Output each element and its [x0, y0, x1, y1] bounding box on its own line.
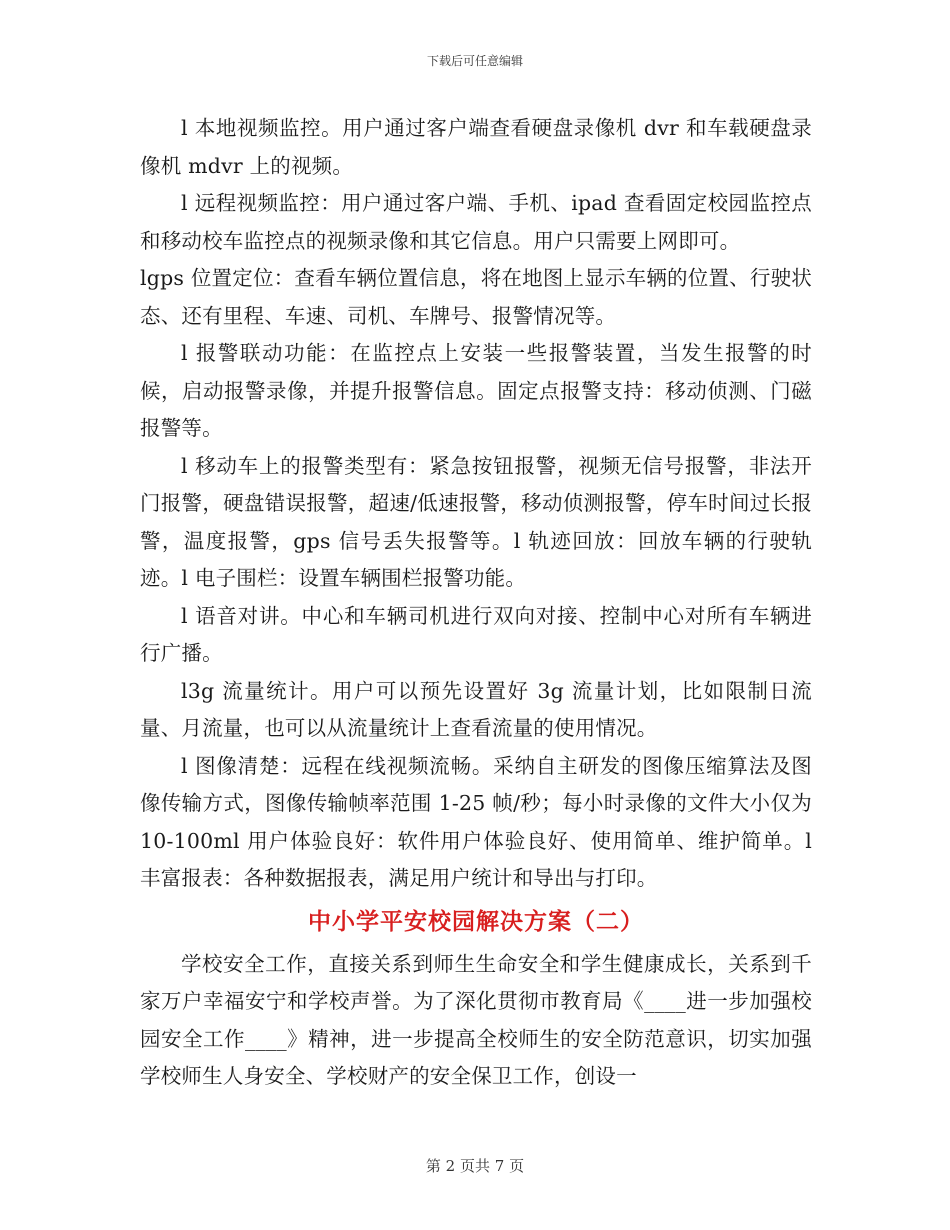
paragraph-remote-video: l 远程视频监控：用户通过客户端、手机、ipad 查看固定校园监控点和移动校车监控点的视频录像和其它信息。用户只需要上网即可。 [140, 191, 812, 253]
paragraph-local-video: l 本地视频监控。用户通过客户端查看硬盘录像机 dvr 和车载硬盘录像机 mdvr 上的视频。 [140, 116, 812, 178]
page-number: 第 2 页共 7 页 [425, 1157, 525, 1175]
paragraph-voice-intercom: l 语音对讲。中心和车辆司机进行双向对接、控制中心对所有车辆进行广播。 [140, 603, 812, 665]
paragraph-3g-traffic: l3g 流量统计。用户可以预先设置好 3g 流量计划，比如限制日流量、月流量，也可以从流量统计上查看流量的使用情况。 [140, 678, 812, 740]
paragraph-gps: lgps 位置定位：查看车辆位置信息，将在地图上显示车辆的位置、行驶状态、还有里程、车速、司机、车牌号、报警情况等。 [140, 266, 812, 328]
section-title: 中小学平安校园解决方案（二） [308, 907, 644, 935]
paragraph-image-clarity: l 图像清楚：远程在线视频流畅。采纳自主研发的图像压缩算法及图像传输方式，图像传输帧率范围 1-25 帧/秒；每小时录像的文件大小仅为 10-100ml 用户体验良好：软件用户体验良好、使用简单、维护简单。l 丰富报表：各种数据报表，满足用户统计和导出与打印。 [140, 753, 812, 890]
paragraph-alarm-linkage: l 报警联动功能：在监控点上安装一些报警装置，当发生报警的时候，启动报警录像，并提升报警信息。固定点报警支持：移动侦测、门磁报警等。 [140, 341, 812, 440]
page-header-note: 下载后可任意编辑 [426, 54, 523, 68]
paragraph-vehicle-alarm: l 移动车上的报警类型有：紧急按钮报警，视频无信号报警，非法开门报警，硬盘错误报警，超速/低速报警，移动侦测报警，停车时间过长报警，温度报警，gps 信号丢失报警等。l 轨迹回放：回放车辆的行驶轨迹。l 电子围栏：设置车辆围栏报警功能。 [140, 453, 812, 590]
document-body [140, 110, 812, 1096]
paragraph-school-safety: 学校安全工作，直接关系到师生生命安全和学生健康成长，关系到千家万户幸福安宁和学校声誉。为了深化贯彻市教育局《____进一步加强校园安全工作____》精神，进一步提高全校师生的安全防范意识，切实加强学校师生人身安全、学校财产的安全保卫工作，创设一 [140, 951, 812, 1088]
